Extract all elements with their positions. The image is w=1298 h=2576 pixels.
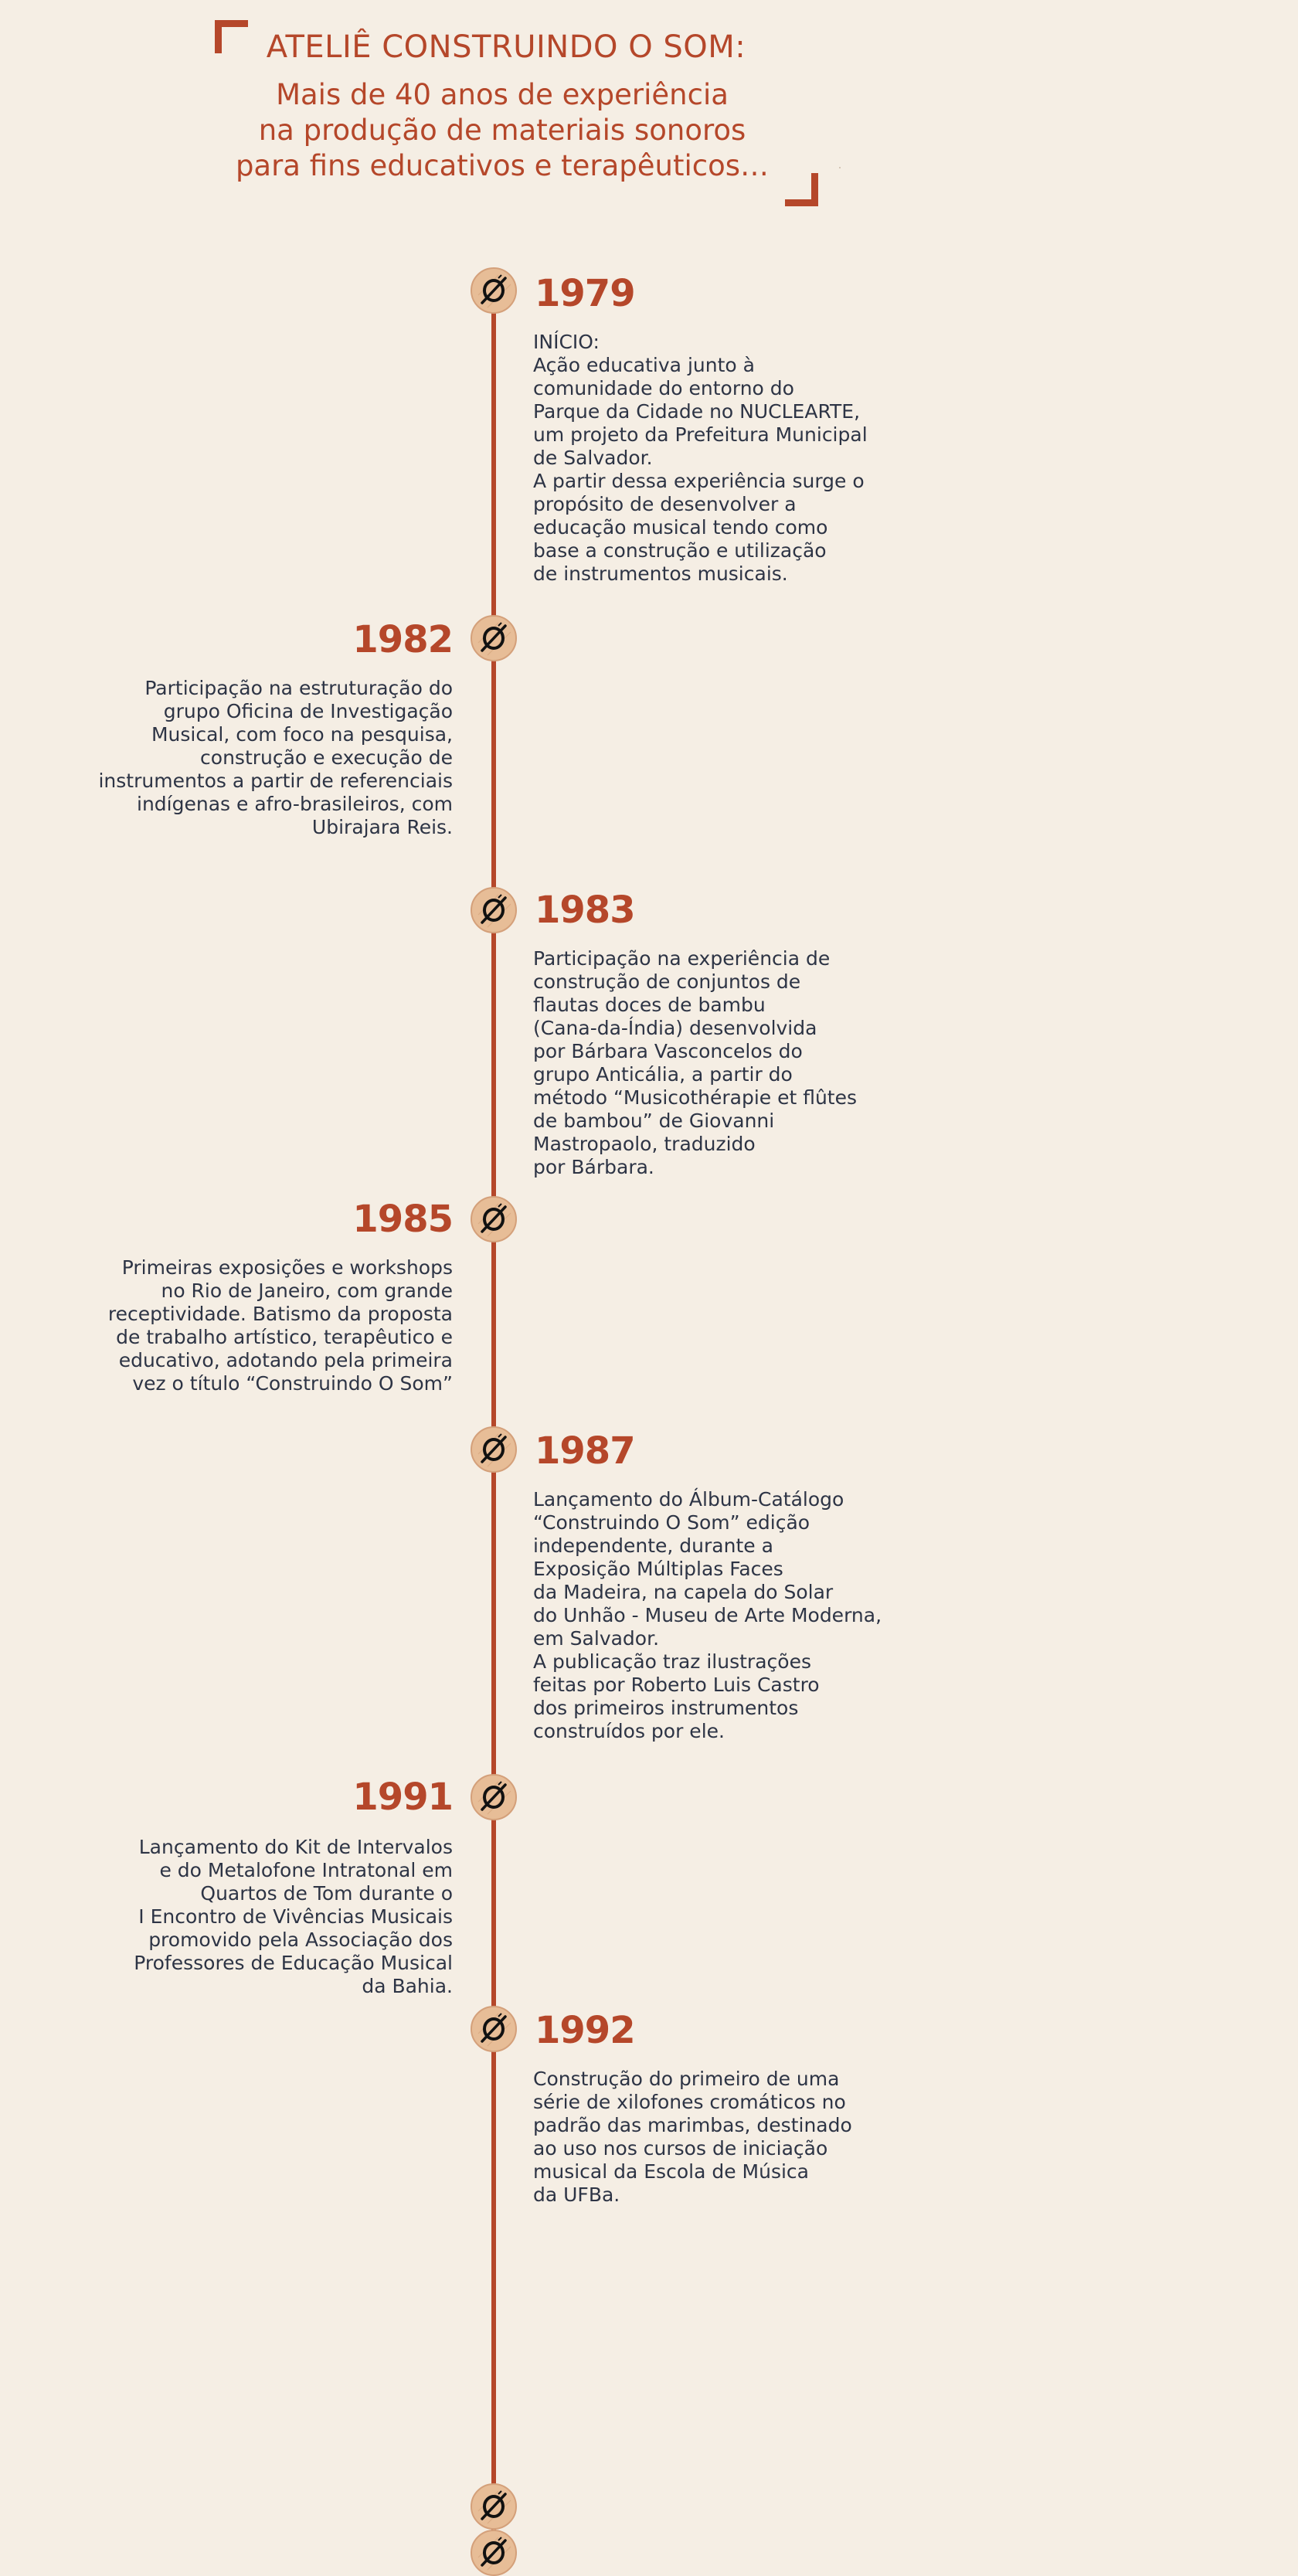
disc-symbol-icon xyxy=(472,1198,515,1241)
description-line: da Bahia. xyxy=(362,1975,453,1997)
description-line: dos primeiros instrumentos xyxy=(533,1697,799,1719)
event-year: 1991 xyxy=(352,1776,453,1819)
description-line: por Bárbara Vasconcelos do xyxy=(533,1040,803,1062)
description-line: A partir dessa experiência surge o xyxy=(533,470,865,492)
description-line: instrumentos a partir de referenciais xyxy=(98,770,453,792)
disc-symbol-icon xyxy=(472,2531,515,2574)
description-line: musical da Escola de Música xyxy=(533,2160,809,2183)
description-line: em Salvador. xyxy=(533,1627,660,1650)
page-title: ATELIÊ CONSTRUINDO O SOM: xyxy=(266,29,746,65)
timeline-marker xyxy=(471,887,517,933)
description-line: padrão das marimbas, destinado xyxy=(533,2114,852,2136)
description-line: Mastropaolo, traduzido xyxy=(533,1133,756,1155)
subtitle-line: na produção de materiais sonoros xyxy=(258,114,746,147)
description-line: receptividade. Batismo da proposta xyxy=(107,1303,453,1325)
description-line: grupo Oficina de Investigação xyxy=(163,700,453,722)
event-year: 1985 xyxy=(352,1198,453,1241)
timeline-marker xyxy=(471,1196,517,1242)
description-line: Participação na experiência de xyxy=(533,947,831,970)
description-line: da Madeira, na capela do Solar xyxy=(533,1581,834,1603)
description-line: Professores de Educação Musical xyxy=(134,1952,453,1974)
description-line: da UFBa. xyxy=(533,2183,620,2206)
description-line: Parque da Cidade no NUCLEARTE, xyxy=(533,400,861,423)
description-line: Musical, com foco na pesquisa, xyxy=(151,723,453,746)
timeline-marker xyxy=(471,267,517,314)
event-year: 1982 xyxy=(352,618,453,661)
description-line: Lançamento do Kit de Intervalos xyxy=(138,1836,453,1858)
event-description xyxy=(533,1488,935,1743)
description-line: Primeiras exposições e workshops xyxy=(121,1256,453,1279)
disc-symbol-icon xyxy=(472,889,515,932)
event-description xyxy=(533,2068,935,2207)
subtitle-line: para fins educativos e terapêuticos… xyxy=(235,149,770,182)
description-line: no Rio de Janeiro, com grande xyxy=(161,1280,453,1302)
event-year: 1983 xyxy=(535,889,635,932)
description-line: independente, durante a xyxy=(533,1534,773,1557)
description-line: de Salvador. xyxy=(533,447,653,469)
description-line: propósito de desenvolver a xyxy=(533,493,797,515)
page-subtitle xyxy=(201,77,804,184)
subtitle-line: Mais de 40 anos de experiência xyxy=(276,78,729,111)
description-line: indígenas e afro-brasileiros, com xyxy=(137,793,453,815)
event-year: 1979 xyxy=(535,272,635,315)
disc-symbol-icon xyxy=(472,1428,515,1471)
event-description xyxy=(36,677,453,839)
description-line: por Bárbara. xyxy=(533,1156,654,1178)
description-line: Lançamento do Álbum-Catálogo xyxy=(533,1488,844,1511)
description-line: flautas doces de bambu xyxy=(533,994,766,1016)
event-year: 1987 xyxy=(535,1429,635,1473)
description-line: “Construindo O Som” edição xyxy=(533,1511,810,1534)
description-line: de bambou” de Giovanni xyxy=(533,1110,775,1132)
description-line: de instrumentos musicais. xyxy=(533,562,788,585)
description-line: um projeto da Prefeitura Municipal xyxy=(533,423,868,446)
timeline-marker xyxy=(471,2530,517,2576)
event-year: 1992 xyxy=(535,2009,635,2052)
decorative-dot xyxy=(839,167,841,168)
description-line: Quartos de Tom durante o xyxy=(200,1882,453,1905)
description-line: I Encontro de Vivências Musicais xyxy=(138,1905,453,1928)
bracket-bottom-right xyxy=(785,173,818,206)
description-line: construção de conjuntos de xyxy=(533,970,801,993)
description-line: série de xilofones cromáticos no xyxy=(533,2091,846,2113)
description-line: base a construção e utilização xyxy=(533,539,827,562)
event-description xyxy=(533,947,935,1179)
description-line: Exposição Múltiplas Faces xyxy=(533,1558,783,1580)
description-line: de trabalho artístico, terapêutico e xyxy=(116,1326,453,1348)
disc-symbol-icon xyxy=(472,269,515,312)
description-line: construção e execução de xyxy=(200,746,453,769)
description-line: Construção do primeiro de uma xyxy=(533,2068,840,2090)
disc-symbol-icon xyxy=(472,2485,515,2528)
description-line: do Unhão - Museu de Arte Moderna, xyxy=(533,1604,882,1626)
description-line: Participação na estruturação do xyxy=(144,677,453,699)
description-line: e do Metalofone Intratonal em xyxy=(159,1859,453,1881)
event-description xyxy=(36,1256,453,1395)
disc-symbol-icon xyxy=(472,1776,515,1819)
description-line: método “Musicothérapie et flûtes xyxy=(533,1086,858,1109)
event-description xyxy=(36,1836,453,1998)
timeline-marker xyxy=(471,2006,517,2052)
description-line: educativo, adotando pela primeira xyxy=(118,1349,453,1371)
description-line: vez o título “Construindo O Som” xyxy=(132,1372,453,1395)
timeline-marker xyxy=(471,1774,517,1820)
description-line: comunidade do entorno do xyxy=(533,377,794,399)
description-line: Ação educativa junto à xyxy=(533,354,755,376)
description-line: educação musical tendo como xyxy=(533,516,828,539)
description-line: grupo Anticália, a partir do xyxy=(533,1063,793,1086)
disc-symbol-icon xyxy=(472,617,515,660)
page-header xyxy=(0,0,1298,216)
disc-symbol-icon xyxy=(472,2007,515,2051)
description-line: construídos por ele. xyxy=(533,1720,725,1742)
description-line: INÍCIO: xyxy=(533,331,600,353)
description-line: A publicação traz ilustrações xyxy=(533,1650,811,1673)
description-line: ao uso nos cursos de iniciação xyxy=(533,2137,828,2160)
description-line: promovido pela Associação dos xyxy=(148,1929,453,1951)
timeline-marker xyxy=(471,615,517,661)
event-description xyxy=(533,331,935,586)
timeline-marker xyxy=(471,2483,517,2530)
description-line: (Cana-da-Índia) desenvolvida xyxy=(533,1017,817,1039)
timeline-marker xyxy=(471,1426,517,1473)
description-line: feitas por Roberto Luis Castro xyxy=(533,1674,820,1696)
description-line: Ubirajara Reis. xyxy=(311,816,453,838)
